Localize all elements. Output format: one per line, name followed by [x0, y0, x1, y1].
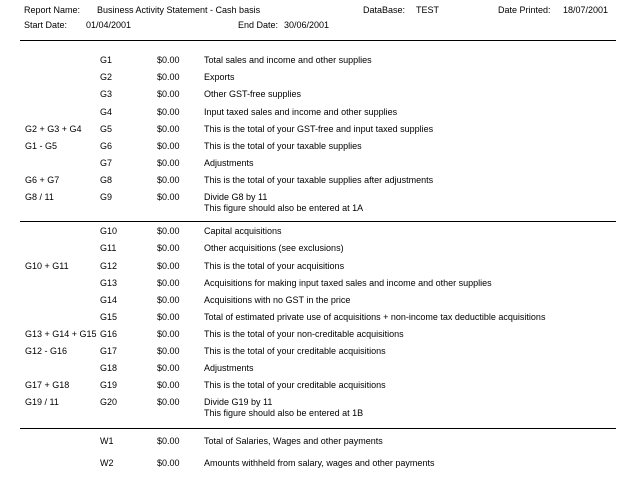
row-formula: G19 / 11 — [25, 397, 59, 407]
table-row — [0, 278, 625, 289]
row-amount: $0.00 — [157, 124, 180, 134]
table-row — [0, 226, 625, 237]
table-row — [0, 141, 625, 152]
header-divider — [20, 40, 616, 41]
table-row — [0, 124, 625, 135]
end-date-label: End Date: — [238, 20, 279, 30]
table-row — [0, 436, 625, 447]
row-formula: G6 + G7 — [25, 175, 60, 185]
row-amount: $0.00 — [157, 175, 180, 185]
row-description: Divide G19 by 11 — [204, 397, 273, 407]
row-description: This is the total of your taxable supplies — [204, 141, 362, 151]
table-row — [0, 107, 625, 118]
row-code: G18 — [100, 363, 118, 373]
table-row — [0, 158, 625, 169]
row-amount: $0.00 — [157, 278, 180, 288]
row-amount: $0.00 — [157, 141, 180, 151]
row-formula: G17 + G18 — [25, 380, 70, 390]
row-amount: $0.00 — [157, 329, 180, 339]
row-formula: G1 - G5 — [25, 141, 58, 151]
row-amount: $0.00 — [157, 312, 180, 322]
row-amount: $0.00 — [157, 89, 180, 99]
row-description: This is the total of your taxable supplies after adjustments — [204, 175, 434, 185]
row-amount: $0.00 — [157, 346, 180, 356]
table-row — [0, 312, 625, 323]
row-description: Total of estimated private use of acquisitions + non-income tax deductible acquisitions — [204, 312, 546, 322]
table-row — [0, 243, 625, 254]
row-description: This is the total of your creditable acquisitions — [204, 380, 386, 390]
row-description: Total of Salaries, Wages and other payments — [204, 436, 383, 446]
row-code: G6 — [100, 141, 113, 151]
row-code: W2 — [100, 458, 114, 468]
row-amount: $0.00 — [157, 363, 180, 373]
report-name: Business Activity Statement - Cash basis — [97, 5, 261, 15]
row-amount: $0.00 — [157, 226, 180, 236]
row-code: G8 — [100, 175, 113, 185]
row-amount: $0.00 — [157, 458, 180, 468]
row-code: G10 — [100, 226, 118, 236]
row-description: Divide G8 by 11 — [204, 192, 268, 202]
row-description: This is the total of your creditable acquisitions — [204, 346, 386, 356]
row-note: This figure should also be entered at 1A — [204, 203, 364, 213]
row-amount: $0.00 — [157, 397, 180, 407]
database-label: DataBase: — [363, 5, 406, 15]
table-row — [0, 192, 625, 213]
end-date-value: 30/06/2001 — [284, 20, 330, 30]
row-amount: $0.00 — [157, 55, 180, 65]
table-row — [0, 261, 625, 272]
row-description: Other acquisitions (see exclusions) — [204, 243, 344, 253]
database-value: TEST — [416, 5, 440, 15]
row-code: G11 — [100, 243, 117, 253]
row-formula: G10 + G11 — [25, 261, 69, 271]
row-amount: $0.00 — [157, 243, 180, 253]
row-description: Capital acquisitions — [204, 226, 282, 236]
table-row — [0, 458, 625, 469]
row-formula: G2 + G3 + G4 — [25, 124, 82, 134]
row-code: G1 — [100, 55, 113, 65]
row-description: This is the total of your non-creditable acquisitions — [204, 329, 404, 339]
table-row — [0, 295, 625, 306]
row-code: G13 — [100, 278, 118, 288]
row-code: G16 — [100, 329, 118, 339]
row-note: This figure should also be entered at 1B — [204, 408, 364, 418]
row-amount: $0.00 — [157, 436, 180, 446]
table-row — [0, 346, 625, 357]
row-amount: $0.00 — [157, 261, 180, 271]
table-row — [0, 329, 625, 340]
row-description: Input taxed sales and income and other supplies — [204, 107, 398, 117]
row-amount: $0.00 — [157, 380, 180, 390]
row-code: G4 — [100, 107, 113, 117]
row-amount: $0.00 — [157, 107, 180, 117]
row-description: Acquisitions for making input taxed sales and income and other supplies — [204, 278, 492, 288]
table-row — [0, 397, 625, 418]
row-description: Total sales and income and other supplies — [204, 55, 372, 65]
row-amount: $0.00 — [157, 295, 180, 305]
row-code: G19 — [100, 380, 118, 390]
row-description: Acquisitions with no GST in the price — [204, 295, 351, 305]
row-formula: G12 - G16 — [25, 346, 68, 356]
table-row — [0, 89, 625, 100]
table-row — [0, 380, 625, 391]
date-printed-label: Date Printed: — [498, 5, 551, 15]
report-name-label: Report Name: — [24, 5, 81, 15]
row-code: G17 — [100, 346, 118, 356]
row-code: G12 — [100, 261, 118, 271]
row-code: G20 — [100, 397, 118, 407]
row-description: Exports — [204, 72, 235, 82]
row-amount: $0.00 — [157, 192, 180, 202]
row-code: G9 — [100, 192, 113, 202]
row-amount: $0.00 — [157, 72, 180, 82]
row-code: W1 — [100, 436, 114, 446]
row-description: Adjustments — [204, 158, 254, 168]
table-row — [0, 175, 625, 186]
start-date-value: 01/04/2001 — [86, 20, 132, 30]
row-description: This is the total of your acquisitions — [204, 261, 345, 271]
row-formula: G8 / 11 — [25, 192, 54, 202]
row-amount: $0.00 — [157, 158, 180, 168]
row-formula: G13 + G14 + G15 — [25, 329, 97, 339]
row-code: G7 — [100, 158, 113, 168]
row-description: Other GST-free supplies — [204, 89, 302, 99]
row-code: G15 — [100, 312, 118, 322]
row-code: G5 — [100, 124, 113, 134]
row-code: G14 — [100, 295, 118, 305]
table-row — [0, 72, 625, 83]
row-description: Amounts withheld from salary, wages and other payments — [204, 458, 435, 468]
section-divider-acquisitions — [20, 221, 616, 222]
table-row — [0, 363, 625, 374]
date-printed-value: 18/07/2001 — [563, 5, 609, 15]
table-row — [0, 55, 625, 66]
row-code: G3 — [100, 89, 113, 99]
section-divider-wages — [20, 428, 616, 429]
row-description: Adjustments — [204, 363, 254, 373]
start-date-label: Start Date: — [24, 20, 68, 30]
row-code: G2 — [100, 72, 113, 82]
row-description: This is the total of your GST-free and input taxed supplies — [204, 124, 434, 134]
